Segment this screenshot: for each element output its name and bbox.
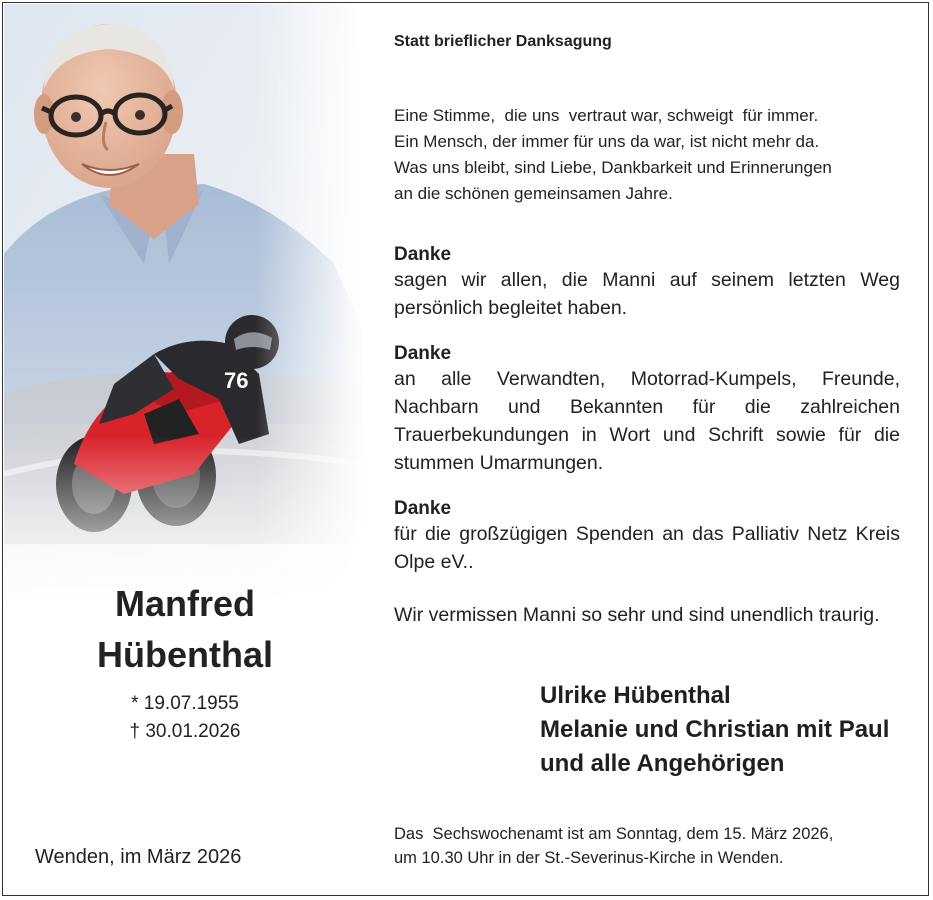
notice-heading: Statt brieflicher Danksagung (394, 33, 612, 50)
service-line: um 10.30 Uhr in der St.-Severinus-Kirche in Wenden. (394, 849, 784, 867)
poem (394, 103, 900, 207)
deceased-last-name: Hübenthal (97, 634, 273, 675)
death-date: † 30.01.2026 (129, 721, 241, 742)
poem-line: Eine Stimme, die uns vertraut war, schweigt für immer. (394, 106, 819, 125)
birth-date: * 19.07.1955 (131, 693, 239, 714)
signatory-line: Melanie und Christian mit Paul (540, 716, 890, 743)
deceased-first-name: Manfred (114, 583, 255, 624)
closing-text: Wir vermissen Manni so sehr und sind unendlich traurig. (394, 604, 880, 626)
poem-line: an die schönen gemeinsamen Jahre. (394, 184, 673, 203)
thanks-text: an alle Verwandten, Motorrad-Kumpels, Freunde, Nachbarn und Bekannten für die zahlreichen Trauerbekundungen in Wort und Schrift sowie für die stummen Umarmungen. (394, 368, 900, 474)
thanks-heading: Danke (394, 498, 452, 519)
thanks-heading: Danke (394, 343, 452, 364)
poem-line: Was uns bleibt, sind Liebe, Dankbarkeit und Erinnerungen (394, 158, 832, 177)
service-line: Das Sechswochenamt ist am Sonntag, dem 15. März 2026, (394, 825, 834, 843)
signatory-line: und alle Angehörigen (540, 750, 785, 777)
signatories (540, 679, 889, 781)
poem-line: Ein Mensch, der immer für uns da war, ist nicht mehr da. (394, 132, 820, 151)
thanks-heading: Danke (394, 244, 452, 265)
signatory-line: Ulrike Hübenthal (540, 682, 731, 709)
thanks-block-3 (394, 498, 900, 576)
thanks-block-1 (394, 244, 900, 322)
thanks-text: sagen wir allen, die Manni auf seinem letzten Weg persönlich begleitet haben. (394, 269, 900, 319)
thanks-text: für die großzügigen Spenden an das Palliativ Netz Kreis Olpe eV.. (394, 523, 900, 573)
thanks-block-2 (394, 343, 900, 477)
place-date: Wenden, im März 2026 (35, 846, 242, 868)
service-info (394, 822, 900, 870)
memorial-photo (4, 4, 364, 604)
